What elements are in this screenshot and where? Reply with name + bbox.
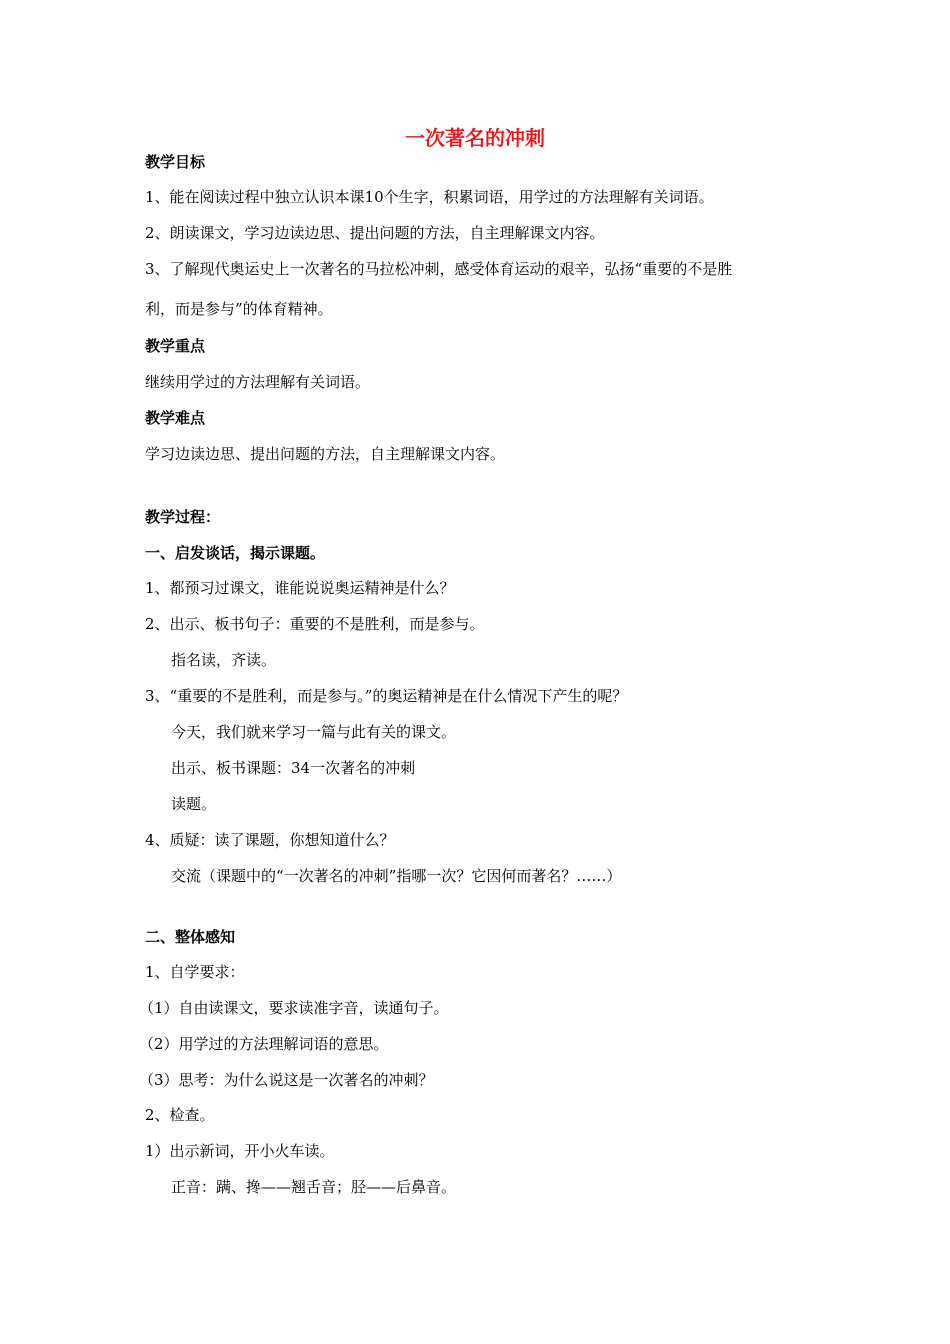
section2-heading: 二、整体感知 [145, 928, 236, 946]
section1-line-4: 3、“重要的不是胜利，而是参与。”的奥运精神是在什么情况下产生的呢？ [145, 687, 628, 705]
section2-line-5: 2、检查。 [145, 1106, 215, 1124]
goal-item-3-continued: 利，而是参与”的体育精神。 [145, 300, 333, 318]
goal-item-3: 3、了解现代奥运史上一次著名的马拉松冲刺，感受体育运动的艰辛，弘扬“重要的不是胜 [145, 260, 733, 278]
document-title: 一次著名的冲刺 [405, 126, 545, 150]
section1-line-9: 交流（课题中的“一次著名的冲刺”指哪一次？它因何而著名？……） [171, 867, 622, 885]
section1-line-5: 今天，我们就来学习一篇与此有关的课文。 [171, 723, 457, 741]
section2-line-6: 1）出示新词，开小火车读。 [145, 1142, 335, 1160]
section2-line-1: 1、自学要求： [145, 963, 245, 981]
section1-line-7: 读题。 [171, 795, 217, 813]
goals-heading: 教学目标 [145, 153, 206, 171]
section1-heading: 一、启发谈话，揭示课题。 [145, 544, 326, 562]
goal-item-2: 2、朗读课文，学习边读边思、提出问题的方法，自主理解课文内容。 [145, 224, 605, 242]
difficulty-heading: 教学难点 [145, 409, 206, 427]
section1-line-3: 指名读，齐读。 [171, 651, 277, 669]
section2-line-7: 正音：蹒、搀——翘舌音；胫——后鼻音。 [171, 1178, 457, 1196]
difficulty-text: 学习边读边思、提出问题的方法，自主理解课文内容。 [145, 445, 506, 463]
section1-line-6: 出示、板书课题：34一次著名的冲刺 [171, 759, 416, 777]
section2-line-3: （2）用学过的方法理解词语的意思。 [139, 1035, 389, 1053]
section2-line-4: （3）思考：为什么说这是一次著名的冲刺？ [139, 1071, 434, 1089]
key-point-text: 继续用学过的方法理解有关词语。 [145, 373, 371, 391]
section1-line-8: 4、质疑：读了课题，你想知道什么？ [145, 831, 395, 849]
section1-line-2: 2、出示、板书句子：重要的不是胜利，而是参与。 [145, 615, 485, 633]
section1-line-1: 1、都预习过课文，谁能说说奥运精神是什么？ [145, 579, 455, 597]
section2-line-2: （1）自由读课文，要求读准字音，读通句子。 [139, 999, 449, 1017]
key-point-heading: 教学重点 [145, 337, 206, 355]
goal-item-1: 1、能在阅读过程中独立认识本课10个生字，积累词语，用学过的方法理解有关词语。 [145, 188, 714, 206]
process-heading: 教学过程： [145, 508, 221, 526]
